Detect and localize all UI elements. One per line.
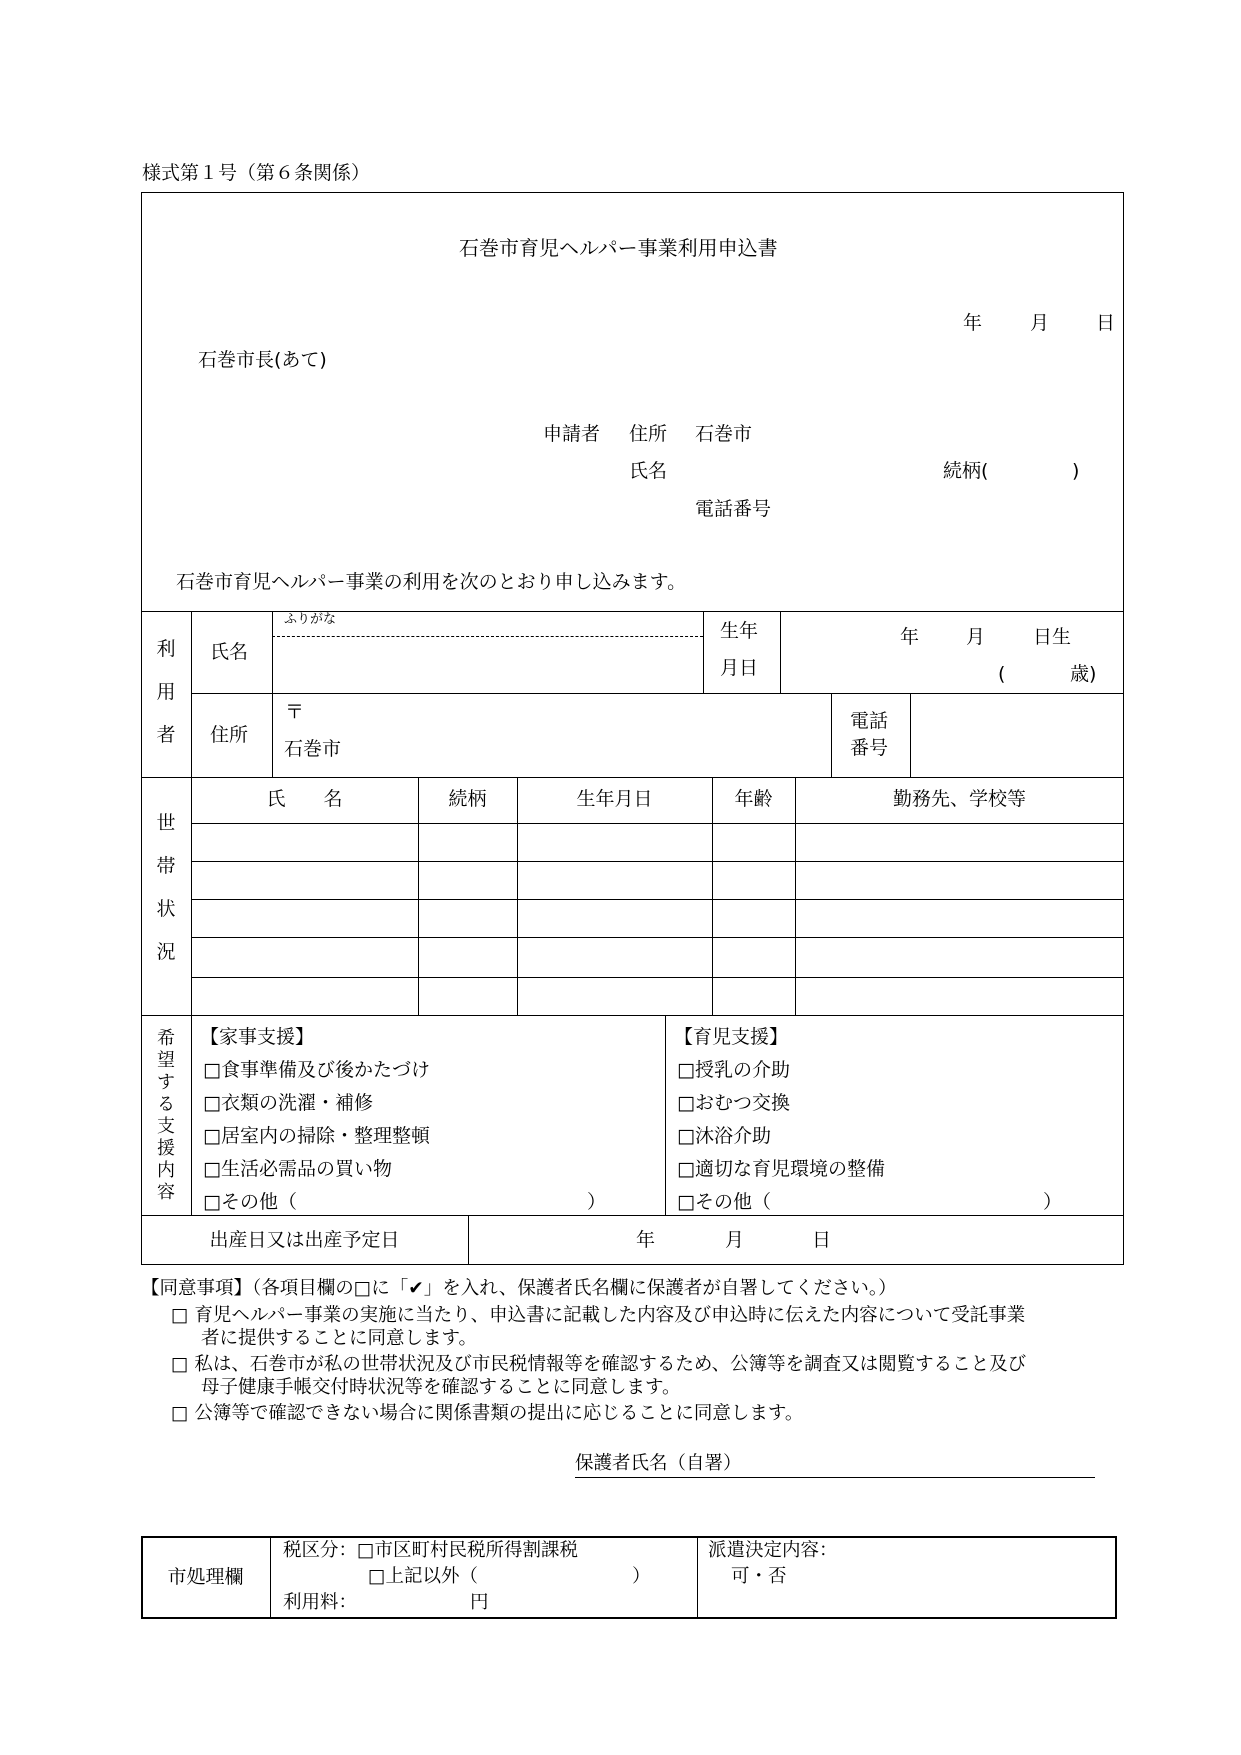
date-month-label: 月	[1030, 312, 1050, 334]
age-close: 歳)	[1070, 663, 1097, 685]
user-phone-label-1: 電話	[850, 710, 889, 732]
applicant-phone-label: 電話番号	[695, 498, 772, 520]
usage-fee-unit: 円	[470, 1592, 489, 1613]
consent-item-continued: 母子健康手帳交付時状況等を確認することに同意します。	[201, 1377, 681, 1398]
birth-month-label: 月	[966, 626, 986, 648]
tax-category-other[interactable]: □上記以外（	[368, 1566, 478, 1587]
household-header-workplace: 勤務先、学校等	[892, 788, 1026, 810]
user-address-city[interactable]: 石巻市	[284, 738, 342, 760]
applicant-name-label: 氏名	[629, 460, 668, 482]
row-line	[191, 899, 1124, 900]
household-header-relation: 続柄	[448, 788, 487, 810]
dispatch-decision-value[interactable]: 可・否	[731, 1566, 787, 1587]
dispatch-decision-label: 派遣決定内容：	[708, 1540, 838, 1561]
user-phone-label-2: 番号	[850, 737, 889, 759]
date-year-label: 年	[963, 312, 983, 334]
column-line	[468, 1215, 469, 1265]
furigana-label: ふりがな	[284, 612, 337, 627]
column-line	[418, 777, 419, 1015]
consent-title: 【同意事項】（各項目欄の□に「✔」を入れ、保護者氏名欄に保護者が自署してください。）	[141, 1278, 897, 1299]
column-line	[697, 1536, 698, 1619]
consent-item[interactable]: □ 育児ヘルパー事業の実施に当たり、申込書に記載した内容及び申込時に伝えた内容について受託事業	[171, 1305, 1026, 1326]
childcare-checkbox[interactable]: □授乳の介助	[677, 1059, 790, 1081]
application-statement: 石巻市育児ヘルパー事業の利用を次のとおり申し込みます。	[176, 571, 687, 593]
row-line	[191, 861, 1124, 862]
column-line	[910, 693, 911, 777]
user-side-label: 利 用 者	[156, 638, 176, 746]
consent-item-continued: 者に提供することに同意します。	[201, 1328, 478, 1349]
childcare-checkbox[interactable]: □その他（	[677, 1191, 771, 1213]
birth-date-month: 月	[725, 1229, 745, 1251]
housework-checkbox[interactable]: □居室内の掃除・整理整頓	[203, 1125, 430, 1147]
column-line	[795, 777, 796, 1015]
user-name-field[interactable]	[276, 640, 699, 688]
column-line	[780, 611, 781, 693]
tax-category-label[interactable]: 税区分：□市区町村民税所得割課税	[283, 1540, 578, 1561]
birth-date-day: 日	[812, 1229, 832, 1251]
applicant-relation-label: 続柄(	[943, 460, 989, 482]
applicant-address-value[interactable]: 石巻市	[695, 423, 753, 445]
column-line	[665, 1015, 666, 1215]
childcare-checkbox[interactable]: □おむつ交換	[677, 1092, 790, 1114]
column-line	[703, 611, 704, 693]
row-line	[191, 823, 1124, 824]
housework-checkbox[interactable]: □生活必需品の買い物	[203, 1158, 392, 1180]
row-line	[191, 977, 1124, 978]
addressee: 石巻市長(あて)	[198, 349, 327, 371]
childcare-checkbox[interactable]: □適切な育児環境の整備	[677, 1158, 885, 1180]
housework-title: 【家事支援】	[200, 1026, 315, 1048]
childcare-checkbox[interactable]: □沐浴介助	[677, 1125, 771, 1147]
usage-fee-label: 利用料：	[283, 1592, 358, 1613]
section-line	[191, 693, 1124, 694]
birth-label-1: 生年	[720, 620, 759, 642]
office-use-label: 市処理欄	[167, 1566, 244, 1588]
housework-checkbox[interactable]: □衣類の洗濯・補修	[203, 1092, 373, 1114]
date-day-label: 日	[1096, 312, 1116, 334]
form-number: 様式第１号（第６条関係）	[142, 162, 371, 184]
childcare-title: 【育児支援】	[674, 1026, 789, 1048]
birth-date-label: 出産日又は出産予定日	[209, 1229, 400, 1251]
birth-label-2: 月日	[720, 657, 759, 679]
user-address-label: 住所	[210, 724, 249, 746]
household-header-age: 年齢	[734, 788, 773, 810]
column-line	[270, 1536, 271, 1619]
consent-item[interactable]: □ 公簿等で確認できない場合に関係書類の提出に応じることに同意します。	[171, 1403, 804, 1424]
tax-category-other-close: ）	[632, 1566, 651, 1587]
form-title: 石巻市育児ヘルパー事業利用申込書	[459, 236, 778, 260]
applicant-label: 申請者	[543, 423, 601, 445]
column-line	[191, 777, 192, 1015]
row-line	[191, 937, 1124, 938]
section-line	[141, 1015, 1124, 1016]
birth-day-label: 日生	[1033, 626, 1072, 648]
furigana-line	[272, 636, 703, 637]
applicant-relation-close: )	[1072, 460, 1080, 482]
guardian-signature-label: 保護者氏名（自署）	[575, 1453, 742, 1474]
childcare-other-close: ）	[1043, 1191, 1063, 1213]
housework-checkbox[interactable]: □その他（	[203, 1191, 297, 1213]
column-line	[191, 611, 192, 777]
household-header-name: 氏 名	[266, 788, 343, 810]
birth-date-year: 年	[636, 1229, 656, 1251]
household-side-label: 世 帯 状 況	[156, 812, 176, 963]
guardian-signature-line[interactable]	[575, 1477, 1095, 1478]
postal-mark: 〒	[285, 701, 305, 723]
section-line	[141, 1215, 1124, 1216]
column-line	[831, 693, 832, 777]
housework-other-close: ）	[587, 1191, 607, 1213]
column-line	[517, 777, 518, 1015]
user-name-label: 氏名	[210, 641, 249, 663]
section-line	[141, 777, 1124, 778]
consent-item[interactable]: □ 私は、石巻市が私の世帯状況及び市民税情報等を確認するため、公簿等を調査又は閲覧すること及び	[171, 1354, 1027, 1375]
housework-checkbox[interactable]: □食事準備及び後かたづけ	[203, 1059, 430, 1081]
column-line	[712, 777, 713, 1015]
age-open: (	[998, 663, 1006, 685]
column-line	[191, 1015, 192, 1215]
applicant-address-label: 住所	[629, 423, 668, 445]
birth-year-label: 年	[900, 626, 920, 648]
support-side-label: 希 望 す る 支 援 内 容	[157, 1028, 175, 1203]
household-header-birthdate: 生年月日	[576, 788, 653, 810]
